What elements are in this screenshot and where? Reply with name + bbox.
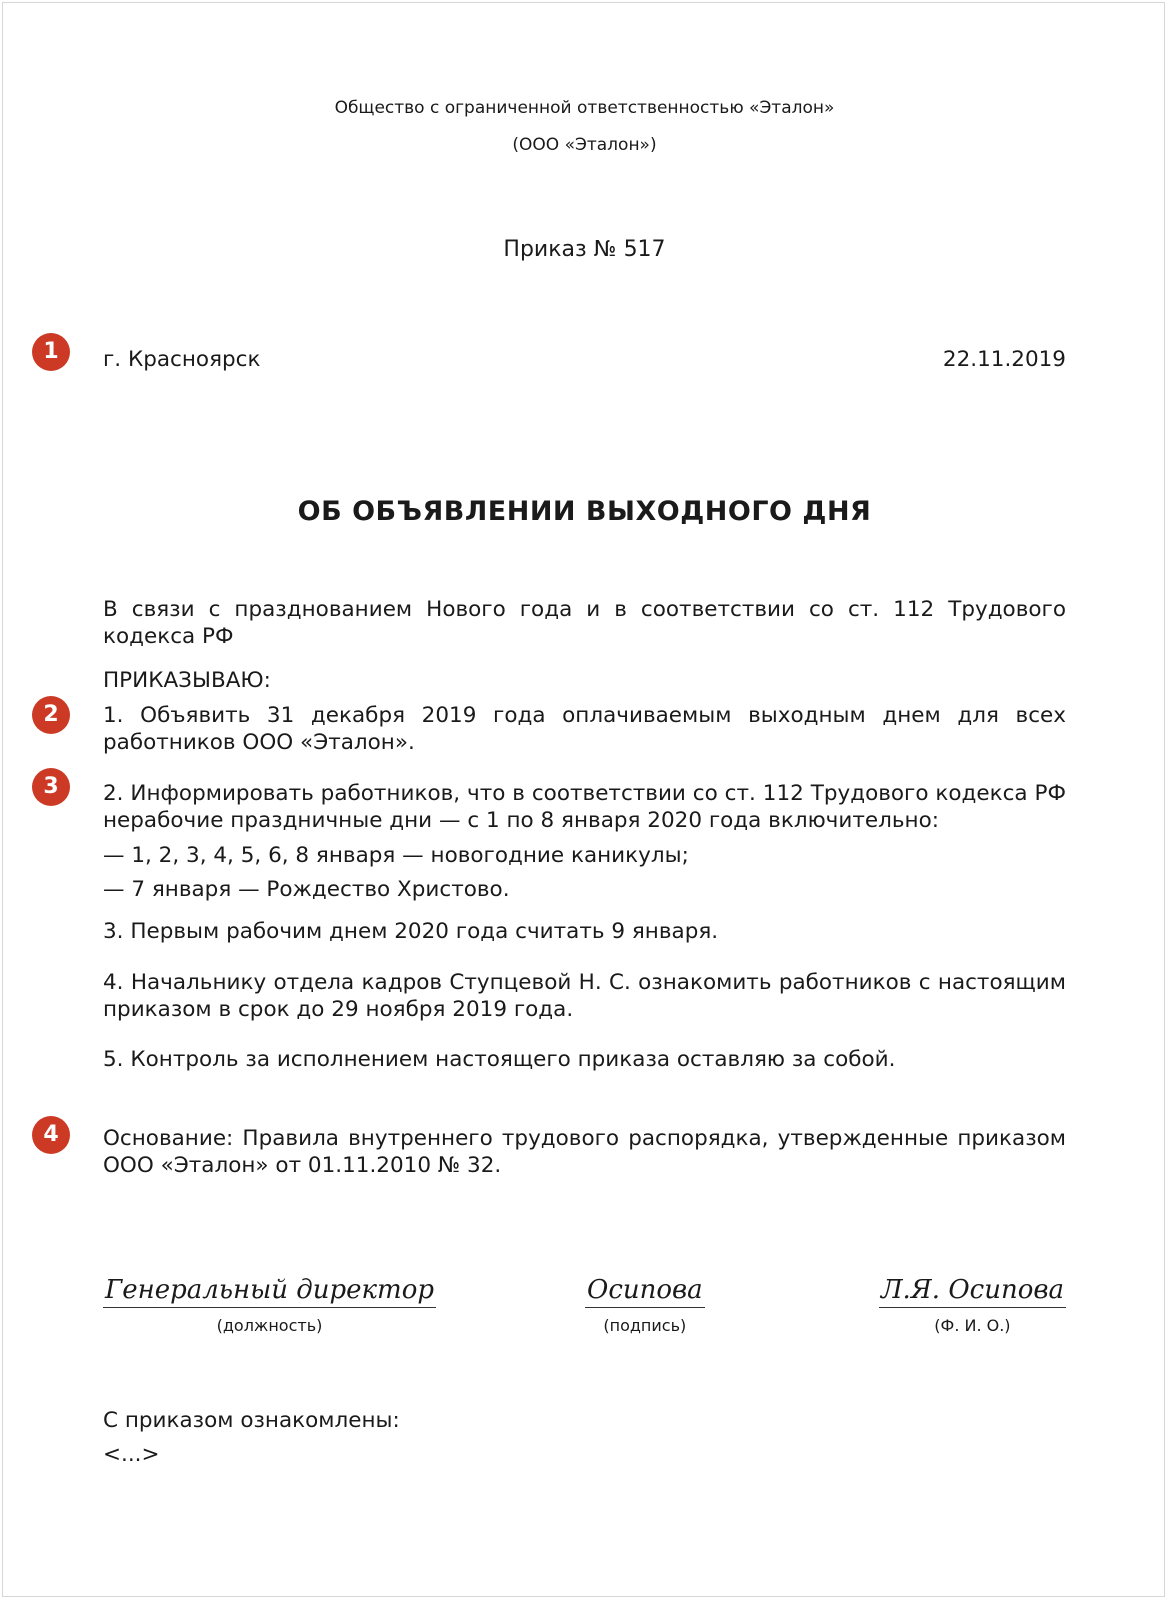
signature-name-block <box>879 1273 1066 1335</box>
name-caption: (Ф. И. О.) <box>934 1316 1011 1335</box>
city: г. Красноярск <box>103 347 261 372</box>
callout-badge-3: 3 <box>32 768 70 806</box>
order-item-2-holidays: — 1, 2, 3, 4, 5, 6, 8 января — новогодние каникулы; <box>103 843 689 868</box>
order-item-1: 1. Объявить 31 декабря 2019 года оплачиваемым выходным днем для всех работников ООО «Эталон». <box>103 703 1066 755</box>
order-item-2: 2. Информировать работников, что в соответствии со ст. 112 Трудового кодекса РФ нерабочие праздничные дни — с 1 по 8 января 2020 года включительно: <box>103 781 1066 833</box>
acknowledgement-label: С приказом ознакомлены: <box>103 1408 400 1433</box>
order-word: ПРИКАЗЫВАЮ: <box>103 668 271 693</box>
signature-caption: (подпись) <box>603 1316 687 1335</box>
callout-badge-2: 2 <box>32 696 70 734</box>
order-item-4: 4. Начальнику отдела кадров Ступцевой Н. С. ознакомить работников с настоящим приказом в срок до 29 ноября 2019 года. <box>103 970 1066 1022</box>
callout-badge-4: 4 <box>32 1116 70 1154</box>
position-value: Генеральный директор <box>103 1273 436 1308</box>
basis-note: Основание: Правила внутреннего трудового распорядка, утвержденные приказом ООО «Эталон» от 01.11.2010 № 32. <box>103 1126 1066 1178</box>
org-full-name: Общество с ограниченной ответственностью «Эталон» <box>334 98 835 118</box>
document-title: ОБ ОБЪЯВЛЕНИИ ВЫХОДНОГО ДНЯ <box>297 496 872 527</box>
position-caption: (должность) <box>216 1316 323 1335</box>
callout-badge-1: 1 <box>32 333 70 371</box>
preamble: В связи с празднованием Нового года и в соответствии со ст. 112 Трудового кодекса РФ <box>103 597 1066 649</box>
signature-block <box>585 1273 705 1335</box>
order-item-2-christmas: — 7 января — Рождество Христово. <box>103 877 510 902</box>
order-number: Приказ № 517 <box>503 237 666 262</box>
acknowledgement-placeholder: <...> <box>103 1442 160 1467</box>
signature-value: Осипова <box>585 1273 705 1308</box>
order-item-3: 3. Первым рабочим днем 2020 года считать 9 января. <box>103 919 719 944</box>
org-short-name: (ООО «Эталон») <box>512 135 657 155</box>
order-item-5: 5. Контроль за исполнением настоящего приказа оставляю за собой. <box>103 1047 896 1072</box>
order-date: 22.11.2019 <box>942 347 1066 372</box>
signature-position-block <box>103 1273 436 1335</box>
name-value: Л.Я. Осипова <box>879 1273 1066 1308</box>
